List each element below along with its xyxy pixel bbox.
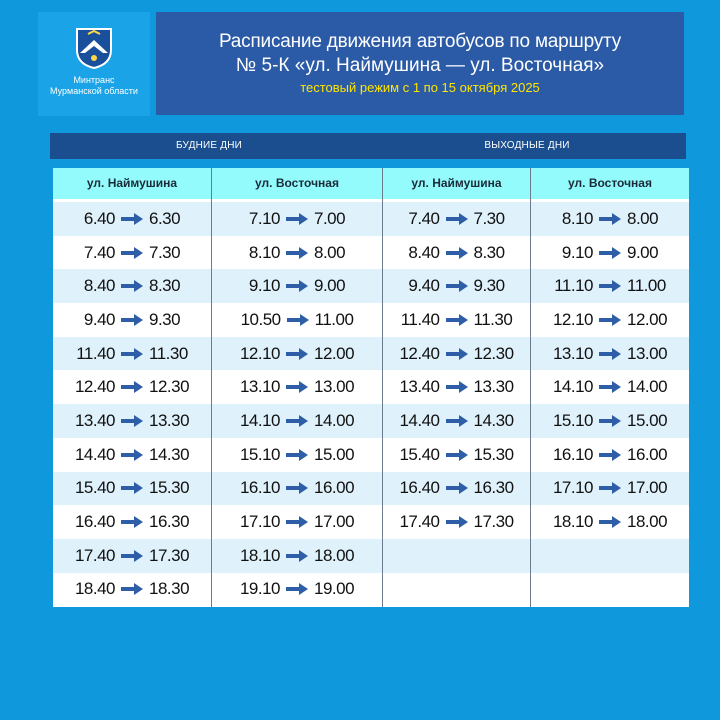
- logo-line-2: Мурманской области: [50, 86, 138, 96]
- table-row: [383, 404, 530, 438]
- ministry-logo: [38, 12, 150, 116]
- arrow-right-icon: [286, 213, 308, 225]
- arrival-time: 12.30: [473, 343, 514, 363]
- arrow-right-icon: [599, 415, 621, 427]
- table-row: [383, 472, 530, 506]
- arrival-time: 16.30: [149, 512, 190, 532]
- arrow-right-icon: [599, 280, 621, 292]
- departure-time: 8.40: [408, 242, 440, 262]
- departure-time: 9.40: [83, 309, 115, 329]
- departure-time: 12.40: [399, 343, 440, 363]
- schedule-table: [53, 168, 689, 607]
- table-row: [383, 337, 530, 371]
- arrival-time: 15.30: [149, 478, 190, 498]
- arrow-right-icon: [286, 381, 308, 393]
- arrival-time: 17.00: [627, 478, 668, 498]
- table-row: [531, 370, 689, 404]
- arrival-time: 18.00: [627, 512, 668, 532]
- table-row: [212, 539, 382, 573]
- arrow-right-icon: [286, 247, 308, 259]
- arrow-right-icon: [446, 280, 468, 292]
- arrival-time: 9.30: [149, 309, 181, 329]
- departure-time: 7.40: [83, 242, 115, 262]
- arrow-right-icon: [286, 550, 308, 562]
- arrival-time: 13.00: [627, 343, 668, 363]
- arrow-right-icon: [286, 348, 308, 360]
- arrival-time: 11.30: [149, 343, 188, 363]
- arrival-time: 15.00: [627, 410, 668, 430]
- departure-time: 8.40: [83, 276, 115, 296]
- arrow-right-icon: [121, 280, 143, 292]
- arrow-right-icon: [121, 482, 143, 494]
- arrival-time: 12.30: [149, 377, 190, 397]
- arrow-right-icon: [599, 449, 621, 461]
- table-row: [53, 472, 211, 506]
- schedule-column: [383, 168, 531, 607]
- arrow-right-icon: [121, 247, 143, 259]
- departure-time: 11.10: [554, 276, 593, 296]
- arrow-right-icon: [121, 516, 143, 528]
- table-row: [212, 370, 382, 404]
- table-row: [383, 370, 530, 404]
- column-header: ул. Восточная: [531, 168, 689, 199]
- arrival-time: 14.30: [149, 444, 190, 464]
- arrival-time: 19.00: [314, 579, 355, 599]
- table-row: [212, 404, 382, 438]
- schedule-column: [53, 168, 212, 607]
- table-row: [531, 303, 689, 337]
- arrival-time: 9.00: [314, 276, 346, 296]
- arrival-time: 7.30: [149, 242, 181, 262]
- arrival-time: 12.00: [314, 343, 355, 363]
- test-mode-note: тестовый режим с 1 по 15 октября 2025: [300, 80, 540, 95]
- table-row: [531, 236, 689, 270]
- table-row: [53, 236, 211, 270]
- column-header: ул. Восточная: [212, 168, 382, 199]
- arrow-right-icon: [599, 247, 621, 259]
- arrival-time: 11.00: [627, 276, 666, 296]
- arrow-right-icon: [287, 314, 309, 326]
- arrival-time: 8.00: [314, 242, 346, 262]
- arrow-right-icon: [446, 247, 468, 259]
- arrival-time: 12.00: [627, 309, 668, 329]
- route-title: № 5-К «ул. Наймушина — ул. Восточная»: [235, 55, 605, 76]
- table-row: [212, 303, 382, 337]
- departure-time: 9.10: [561, 242, 593, 262]
- table-row: [53, 337, 211, 371]
- departure-time: 8.10: [248, 242, 280, 262]
- table-row: [383, 202, 530, 236]
- departure-time: 13.10: [552, 343, 593, 363]
- arrow-right-icon: [599, 314, 621, 326]
- table-row: [53, 404, 211, 438]
- table-row: [383, 303, 530, 337]
- departure-time: 10.50: [240, 309, 281, 329]
- arrival-time: 14.00: [627, 377, 668, 397]
- departure-time: 7.10: [248, 208, 280, 228]
- departure-time: 16.10: [552, 444, 593, 464]
- table-row: [531, 573, 689, 607]
- departure-time: 13.10: [239, 377, 280, 397]
- departure-time: 15.40: [74, 478, 115, 498]
- arrival-time: 18.30: [149, 579, 190, 599]
- arrow-right-icon: [121, 314, 143, 326]
- arrow-right-icon: [446, 415, 468, 427]
- arrival-time: 18.00: [314, 545, 355, 565]
- arrow-right-icon: [599, 381, 621, 393]
- table-row: [212, 236, 382, 270]
- arrow-right-icon: [121, 415, 143, 427]
- arrow-right-icon: [121, 213, 143, 225]
- arrow-right-icon: [121, 381, 143, 393]
- table-row: [53, 202, 211, 236]
- arrival-time: 15.30: [473, 444, 514, 464]
- departure-time: 6.40: [83, 208, 115, 228]
- departure-time: 19.10: [239, 579, 280, 599]
- table-row: [531, 337, 689, 371]
- table-row: [383, 236, 530, 270]
- weekends-label: ВЫХОДНЫЕ ДНИ: [484, 140, 570, 151]
- schedule-column: [212, 168, 383, 607]
- departure-time: 17.10: [552, 478, 593, 498]
- arrival-time: 9.30: [473, 276, 505, 296]
- departure-time: 16.40: [74, 512, 115, 532]
- departure-time: 9.10: [248, 276, 280, 296]
- table-row: [531, 404, 689, 438]
- arrow-right-icon: [286, 516, 308, 528]
- table-row: [383, 269, 530, 303]
- departure-time: 17.40: [74, 545, 115, 565]
- arrival-time: 14.30: [473, 410, 514, 430]
- arrival-time: 6.30: [149, 208, 181, 228]
- logo-line-1: Минтранс: [73, 75, 115, 85]
- departure-time: 16.10: [239, 478, 280, 498]
- table-row: [212, 438, 382, 472]
- arrival-time: 17.30: [149, 545, 190, 565]
- arrow-right-icon: [121, 449, 143, 461]
- arrival-time: 9.00: [627, 242, 659, 262]
- table-row: [212, 505, 382, 539]
- departure-time: 15.40: [399, 444, 440, 464]
- header-banner: [156, 12, 684, 115]
- column-header: ул. Наймушина: [383, 168, 530, 199]
- weekdays-label: БУДНИЕ ДНИ: [175, 140, 243, 151]
- arrival-time: 8.30: [473, 242, 505, 262]
- arrow-right-icon: [599, 213, 621, 225]
- table-row: [212, 269, 382, 303]
- arrow-right-icon: [446, 348, 468, 360]
- arrival-time: 17.30: [473, 512, 514, 532]
- arrival-time: 7.00: [314, 208, 346, 228]
- arrival-time: 16.00: [314, 478, 355, 498]
- table-row: [53, 573, 211, 607]
- arrival-time: 8.30: [149, 276, 181, 296]
- arrow-right-icon: [121, 348, 143, 360]
- table-row: [212, 472, 382, 506]
- table-row: [212, 573, 382, 607]
- table-row: [53, 370, 211, 404]
- departure-time: 11.40: [400, 309, 440, 329]
- departure-time: 18.10: [239, 545, 280, 565]
- departure-time: 15.10: [239, 444, 280, 464]
- arrow-right-icon: [599, 482, 621, 494]
- departure-time: 9.40: [408, 276, 440, 296]
- table-row: [53, 303, 211, 337]
- arrival-time: 16.30: [473, 478, 514, 498]
- departure-time: 13.40: [399, 377, 440, 397]
- departure-time: 12.40: [74, 377, 115, 397]
- arrival-time: 14.00: [314, 410, 355, 430]
- arrow-right-icon: [446, 482, 468, 494]
- table-row: [383, 505, 530, 539]
- arrow-right-icon: [446, 314, 468, 326]
- arrow-right-icon: [446, 449, 468, 461]
- departure-time: 7.40: [408, 208, 440, 228]
- arrival-time: 11.00: [314, 309, 354, 329]
- table-row: [53, 505, 211, 539]
- column-header: ул. Наймушина: [53, 168, 211, 199]
- departure-time: 11.40: [76, 343, 115, 363]
- arrival-time: 13.30: [473, 377, 514, 397]
- table-row: [212, 202, 382, 236]
- table-row: [531, 269, 689, 303]
- arrival-time: 8.00: [627, 208, 659, 228]
- arrival-time: 7.30: [473, 208, 505, 228]
- arrow-right-icon: [286, 449, 308, 461]
- arrow-right-icon: [286, 280, 308, 292]
- table-row: [383, 573, 530, 607]
- departure-time: 8.10: [561, 208, 593, 228]
- arrow-right-icon: [446, 381, 468, 393]
- arrow-right-icon: [446, 516, 468, 528]
- table-row: [531, 438, 689, 472]
- departure-time: 14.40: [74, 444, 115, 464]
- departure-time: 18.10: [552, 512, 593, 532]
- arrow-right-icon: [121, 583, 143, 595]
- arrow-right-icon: [121, 550, 143, 562]
- departure-time: 14.40: [399, 410, 440, 430]
- departure-time: 18.40: [74, 579, 115, 599]
- arrival-time: 17.00: [314, 512, 355, 532]
- table-row: [531, 472, 689, 506]
- departure-time: 12.10: [239, 343, 280, 363]
- departure-time: 15.10: [552, 410, 593, 430]
- arrival-time: 13.00: [314, 377, 355, 397]
- arrival-time: 15.00: [314, 444, 355, 464]
- departure-time: 14.10: [552, 377, 593, 397]
- days-bar: [50, 133, 686, 159]
- arrow-right-icon: [286, 415, 308, 427]
- arrow-right-icon: [599, 348, 621, 360]
- table-row: [383, 438, 530, 472]
- table-row: [53, 539, 211, 573]
- departure-time: 17.40: [399, 512, 440, 532]
- arrow-right-icon: [286, 482, 308, 494]
- table-row: [531, 539, 689, 573]
- departure-time: 17.10: [239, 512, 280, 532]
- arrival-time: 13.30: [149, 410, 190, 430]
- table-row: [212, 337, 382, 371]
- arrow-right-icon: [286, 583, 308, 595]
- table-row: [53, 269, 211, 303]
- table-row: [53, 438, 211, 472]
- coat-of-arms-icon: [74, 26, 114, 70]
- table-row: [531, 202, 689, 236]
- arrival-time: 16.00: [627, 444, 668, 464]
- table-row: [383, 539, 530, 573]
- table-row: [531, 505, 689, 539]
- page-title: Расписание движения автобусов по маршруту: [218, 31, 622, 52]
- arrival-time: 11.30: [473, 309, 513, 329]
- departure-time: 13.40: [74, 410, 115, 430]
- schedule-column: [531, 168, 689, 607]
- arrow-right-icon: [446, 213, 468, 225]
- departure-time: 14.10: [239, 410, 280, 430]
- departure-time: 16.40: [399, 478, 440, 498]
- arrow-right-icon: [599, 516, 621, 528]
- departure-time: 12.10: [552, 309, 593, 329]
